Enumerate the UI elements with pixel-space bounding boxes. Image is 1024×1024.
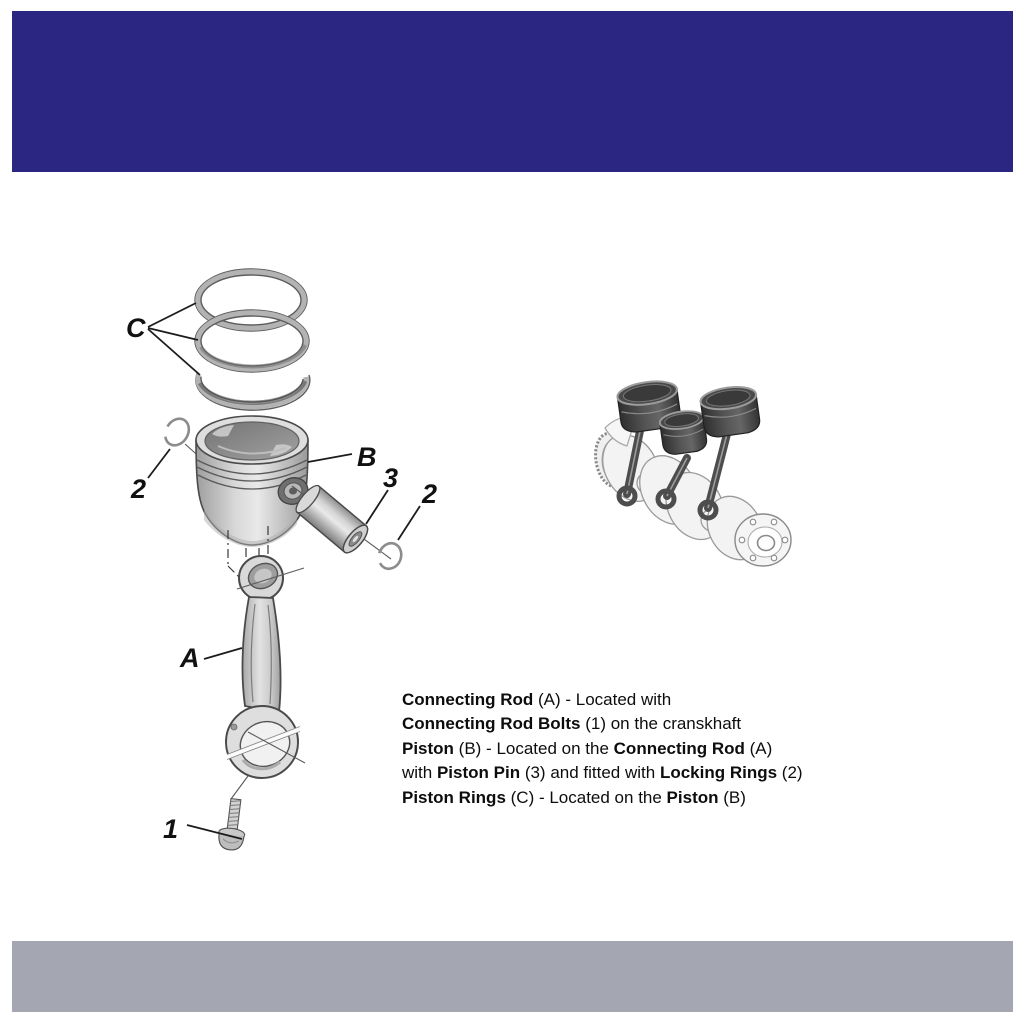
- label-piston: B: [357, 442, 377, 472]
- label-bolt: 1: [163, 814, 179, 844]
- piston-rings-drawing: [148, 269, 310, 410]
- description-line: with Piston Pin (3) and fitted with Locking Rings (2): [402, 763, 803, 783]
- label-locking-ring-right: 2: [422, 479, 438, 509]
- bottom-banner: [12, 941, 1013, 1012]
- crank-flange-drawing: [735, 514, 791, 566]
- top-banner: [12, 11, 1013, 172]
- label-locking-ring-left: 2: [131, 474, 147, 504]
- piston-drawing: [196, 416, 312, 547]
- description-block: [402, 688, 922, 810]
- description-line: Connecting Rod Bolts (1) on the cranskhaft: [402, 714, 742, 734]
- piston-pin-drawing: [292, 482, 371, 556]
- connecting-rod-drawing: [226, 556, 305, 799]
- description-line: Piston Rings (C) - Located on the Piston (B): [402, 787, 746, 807]
- label-connecting-rod: A: [180, 643, 200, 673]
- label-piston-rings: C: [126, 313, 146, 343]
- description-line: Connecting Rod (A) - Located with: [402, 690, 672, 709]
- crankshaft-assembly-illustration: [575, 368, 810, 588]
- connecting-rod-bolt-drawing: [217, 798, 249, 852]
- description-line: Piston (B) - Located on the Connecting Rod (A): [402, 738, 773, 758]
- label-piston-pin: 3: [383, 463, 399, 493]
- locking-ring-right-drawing: [375, 540, 405, 572]
